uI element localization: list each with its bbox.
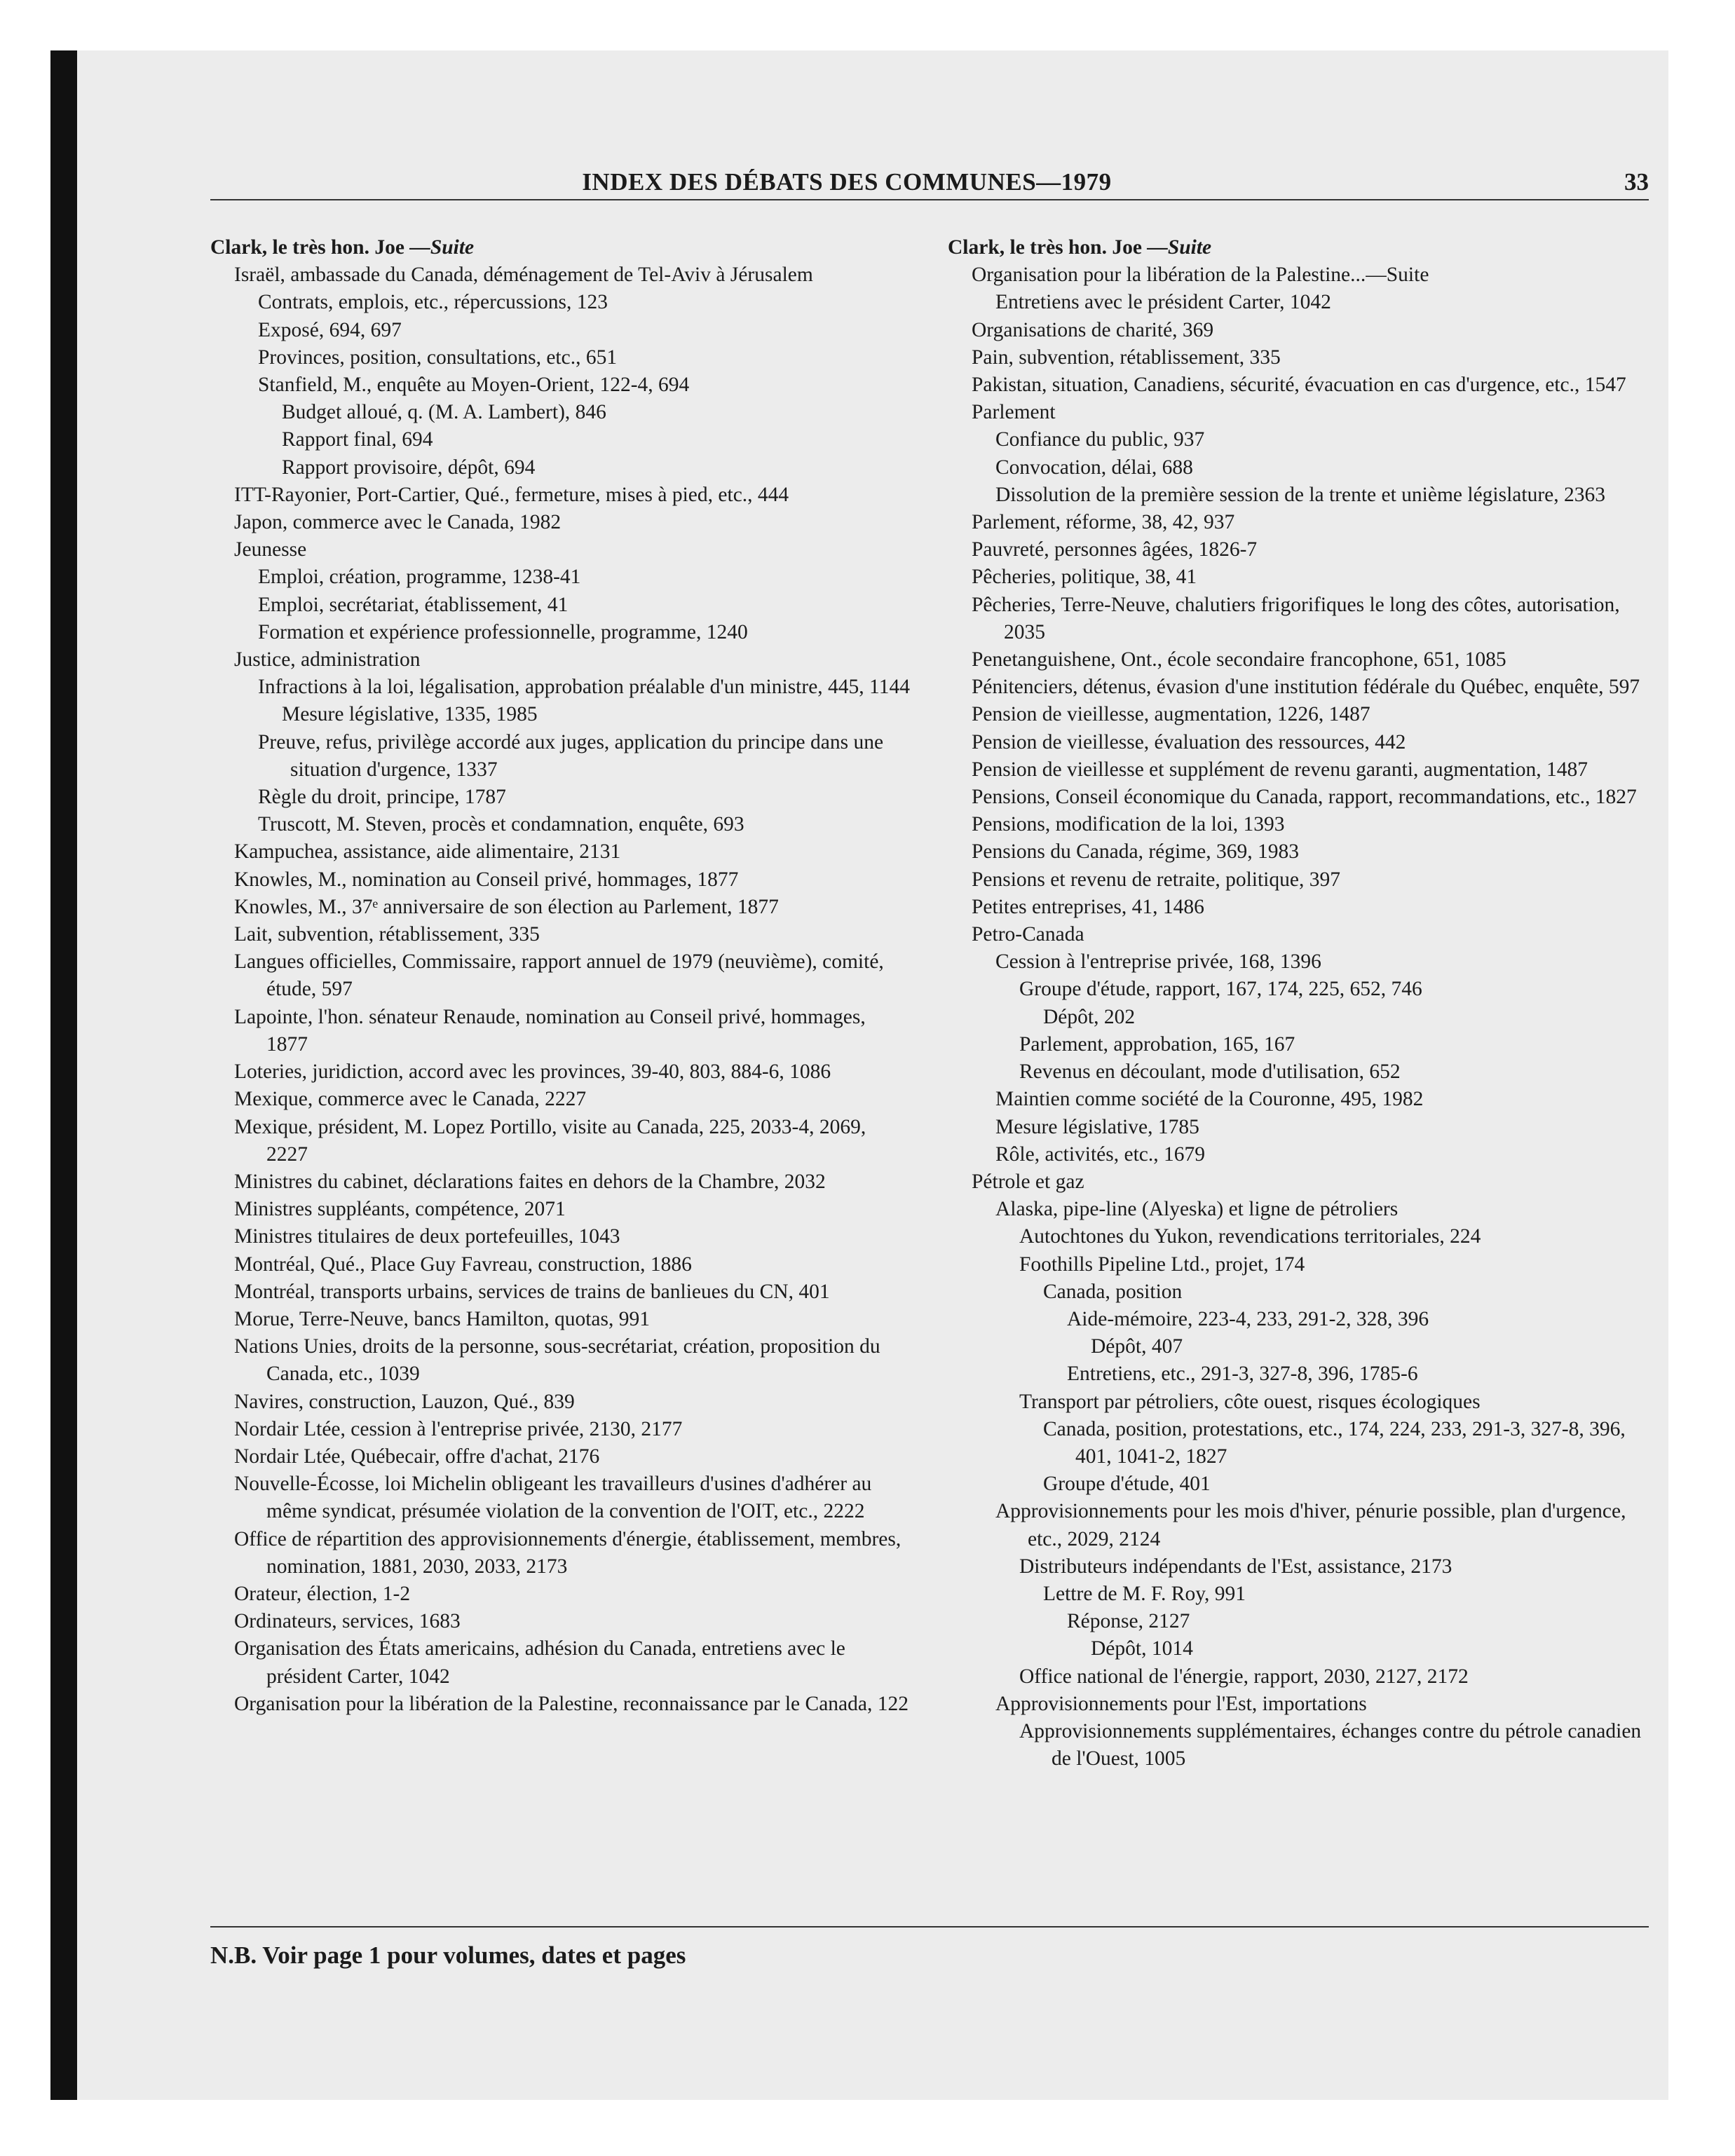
index-entry: Pension de vieillesse et supplément de revenu garanti, augmentation, 1487 bbox=[972, 758, 1588, 781]
index-entry: Justice, administration bbox=[234, 648, 421, 671]
index-entry: Pêcheries, politique, 38, 41 bbox=[972, 566, 1197, 589]
index-entry: Approvisionnements supplémentaires, échanges contre du pétrole canadien de l'Ouest, 1005 bbox=[1019, 1719, 1642, 1770]
index-entry: Lait, subvention, rétablissement, 335 bbox=[234, 923, 540, 946]
index-entry: Petro-Canada bbox=[972, 923, 1084, 946]
index-entry: Loteries, juridiction, accord avec les provinces, 39-40, 803, 884-6, 1086 bbox=[234, 1060, 831, 1084]
index-entry: ITT-Rayonier, Port-Cartier, Qué., fermeture, mises à pied, etc., 444 bbox=[234, 483, 789, 506]
index-entry: Parlement bbox=[972, 401, 1056, 424]
footer-rule bbox=[210, 1926, 1649, 1928]
page-title: INDEX DES DÉBATS DES COMMUNES—1979 bbox=[582, 168, 1112, 196]
index-entry: Mesure législative, 1335, 1985 bbox=[282, 703, 538, 726]
index-entry: Organisation pour la libération de la Palestine...—Suite bbox=[972, 264, 1429, 287]
index-entry: Pauvreté, personnes âgées, 1826-7 bbox=[972, 538, 1258, 561]
index-entry: Cession à l'entreprise privée, 168, 1396 bbox=[995, 950, 1321, 974]
index-entry: Mexique, commerce avec le Canada, 2227 bbox=[234, 1088, 587, 1111]
binding-edge bbox=[50, 50, 77, 2100]
index-entry: Petites entreprises, 41, 1486 bbox=[972, 895, 1204, 918]
index-entry: Nordair Ltée, Québecair, offre d'achat, 2176 bbox=[234, 1445, 600, 1468]
index-entry: Japon, commerce avec le Canada, 1982 bbox=[234, 511, 562, 534]
index-entry: Jeunesse bbox=[234, 538, 307, 561]
index-entry: Dépôt, 1014 bbox=[1091, 1637, 1193, 1660]
footer-note: N.B. Voir page 1 pour volumes, dates et pages bbox=[210, 1942, 686, 1969]
index-entry: Convocation, délai, 688 bbox=[995, 456, 1193, 479]
index-entry: Emploi, secrétariat, établissement, 41 bbox=[258, 593, 569, 616]
continued-name: Clark, le très hon. Joe bbox=[210, 236, 404, 259]
header-rule bbox=[210, 199, 1649, 200]
index-entry: Entretiens avec le président Carter, 1042 bbox=[995, 291, 1331, 314]
index-entry: Confiance du public, 937 bbox=[995, 428, 1205, 451]
index-entry: Approvisionnements pour les mois d'hiver, pénurie possible, plan d'urgence, etc., 2029, 2124 bbox=[995, 1500, 1626, 1550]
index-entry: Dépôt, 202 bbox=[1043, 1005, 1136, 1028]
right-entries bbox=[948, 261, 1649, 1773]
left-entries bbox=[210, 261, 911, 1718]
index-entry: Entretiens, etc., 291-3, 327-8, 396, 1785-6 bbox=[1067, 1363, 1418, 1386]
index-entry: Israël, ambassade du Canada, déménagement de Tel-Aviv à Jérusalem bbox=[234, 264, 813, 287]
index-entry: Pensions et revenu de retraite, politique, 397 bbox=[972, 868, 1340, 891]
index-entry: Revenus en découlant, mode d'utilisation, 652 bbox=[1019, 1060, 1401, 1084]
index-entry: Preuve, refus, privilège accordé aux juges, application du principe dans une situation d'urgence, 1337 bbox=[258, 730, 884, 781]
index-entry: Langues officielles, Commissaire, rapport annuel de 1979 (neuvième), comité, étude, 597 bbox=[234, 950, 884, 1001]
index-entry: Groupe d'étude, rapport, 167, 174, 225, 652, 746 bbox=[1019, 978, 1422, 1001]
index-entry: Exposé, 694, 697 bbox=[258, 318, 402, 341]
index-entry: Organisation pour la libération de la Palestine, reconnaissance par le Canada, 122 bbox=[234, 1692, 909, 1715]
index-entry: Pêcheries, Terre-Neuve, chalutiers frigorifiques le long des côtes, autorisation, 2035 bbox=[972, 593, 1620, 643]
index-entry: Emploi, création, programme, 1238-41 bbox=[258, 566, 581, 589]
index-entry: Ministres suppléants, compétence, 2071 bbox=[234, 1198, 566, 1221]
continued-name: Clark, le très hon. Joe bbox=[948, 236, 1142, 259]
index-entry: Pensions, modification de la loi, 1393 bbox=[972, 813, 1285, 836]
index-entry: Knowles, M., 37ᵉ anniversaire de son élection au Parlement, 1877 bbox=[234, 895, 779, 918]
index-entry: Penetanguishene, Ont., école secondaire francophone, 651, 1085 bbox=[972, 648, 1506, 671]
index-entry: Navires, construction, Lauzon, Qué., 839 bbox=[234, 1390, 575, 1413]
index-entry: Pain, subvention, rétablissement, 335 bbox=[972, 346, 1281, 369]
index-entry: Pensions, Conseil économique du Canada, rapport, recommandations, etc., 1827 bbox=[972, 786, 1637, 809]
index-entry: Parlement, approbation, 165, 167 bbox=[1019, 1032, 1295, 1056]
right-column bbox=[948, 234, 1649, 1773]
index-entry: Transport par pétroliers, côte ouest, risques écologiques bbox=[1019, 1390, 1481, 1413]
index-entry: Montréal, Qué., Place Guy Favreau, construction, 1886 bbox=[234, 1253, 692, 1276]
index-entry: Office de répartition des approvisionnements d'énergie, établissement, membres, nomination, 1881, 2030, 2033, 2173 bbox=[234, 1527, 901, 1578]
index-entry: Lettre de M. F. Roy, 991 bbox=[1043, 1582, 1246, 1605]
index-entry: Orateur, élection, 1-2 bbox=[234, 1582, 411, 1605]
index-entry: Kampuchea, assistance, aide alimentaire, 2131 bbox=[234, 840, 621, 864]
index-entry: Maintien comme société de la Couronne, 495, 1982 bbox=[995, 1088, 1424, 1111]
index-entry: Organisations de charité, 369 bbox=[972, 318, 1214, 341]
index-entry: Nouvelle-Écosse, loi Michelin obligeant les travailleurs d'usines d'adhérer au même syndicat, présumée violation de la convention de l'OIT, etc., 2222 bbox=[234, 1473, 872, 1523]
index-entry: Pétrole et gaz bbox=[972, 1170, 1084, 1193]
index-entry: Infractions à la loi, légalisation, approbation préalable d'un ministre, 445, 1144 bbox=[258, 676, 910, 699]
index-entry: Nordair Ltée, cession à l'entreprise privée, 2130, 2177 bbox=[234, 1417, 683, 1440]
index-entry: Ministres titulaires de deux portefeuilles, 1043 bbox=[234, 1225, 620, 1248]
index-entry: Truscott, M. Steven, procès et condamnation, enquête, 693 bbox=[258, 813, 744, 836]
scanned-page bbox=[50, 50, 1668, 2100]
index-entry: Dépôt, 407 bbox=[1091, 1335, 1183, 1358]
index-page bbox=[210, 50, 1649, 2100]
index-entry: Office national de l'énergie, rapport, 2030, 2127, 2172 bbox=[1019, 1665, 1469, 1688]
index-entry: Autochtones du Yukon, revendications territoriales, 224 bbox=[1019, 1225, 1481, 1248]
index-entry: Rapport final, 694 bbox=[282, 428, 433, 451]
index-entry: Knowles, M., nomination au Conseil privé, hommages, 1877 bbox=[234, 868, 739, 891]
index-entry: Mesure législative, 1785 bbox=[995, 1115, 1199, 1138]
index-entry: Nations Unies, droits de la personne, sous-secrétariat, création, proposition du Canada, etc., 1039 bbox=[234, 1335, 880, 1386]
index-entry: Réponse, 2127 bbox=[1067, 1610, 1190, 1633]
left-column bbox=[210, 234, 911, 1718]
index-entry: Distributeurs indépendants de l'Est, assistance, 2173 bbox=[1019, 1555, 1452, 1578]
index-entry: Pension de vieillesse, augmentation, 1226, 1487 bbox=[972, 703, 1370, 726]
index-entry: Dissolution de la première session de la trente et unième législature, 2363 bbox=[995, 483, 1606, 506]
index-entry: Morue, Terre-Neuve, bancs Hamilton, quotas, 991 bbox=[234, 1307, 650, 1330]
index-entry: Pakistan, situation, Canadiens, sécurité, évacuation en cas d'urgence, etc., 1547 bbox=[972, 374, 1626, 397]
index-entry: Formation et expérience professionnelle, programme, 1240 bbox=[258, 620, 748, 643]
continued-heading bbox=[948, 234, 1649, 261]
index-entry: Approvisionnements pour l'Est, importations bbox=[995, 1692, 1367, 1715]
index-entry: Provinces, position, consultations, etc., 651 bbox=[258, 346, 618, 369]
suite-label: —Suite bbox=[409, 236, 475, 259]
index-entry: Canada, position bbox=[1043, 1280, 1183, 1303]
index-entry: Alaska, pipe-line (Alyeska) et ligne de pétroliers bbox=[995, 1198, 1399, 1221]
index-entry: Mexique, président, M. Lopez Portillo, visite au Canada, 225, 2033-4, 2069, 2227 bbox=[234, 1115, 866, 1166]
index-entry: Montréal, transports urbains, services de trains de banlieues du CN, 401 bbox=[234, 1280, 830, 1303]
index-entry: Organisation des États americains, adhésion du Canada, entretiens avec le président Carter, 1042 bbox=[234, 1637, 845, 1688]
index-entry: Canada, position, protestations, etc., 174, 224, 233, 291-3, 327-8, 396, 401, 1041-2, 1827 bbox=[1043, 1417, 1626, 1468]
index-entry: Règle du droit, principe, 1787 bbox=[258, 786, 506, 809]
continued-heading bbox=[210, 234, 911, 261]
index-entry: Foothills Pipeline Ltd., projet, 174 bbox=[1019, 1253, 1305, 1276]
index-entry: Ministres du cabinet, déclarations faites en dehors de la Chambre, 2032 bbox=[234, 1170, 826, 1193]
index-entry: Budget alloué, q. (M. A. Lambert), 846 bbox=[282, 401, 606, 424]
index-entry: Ordinateurs, services, 1683 bbox=[234, 1610, 461, 1633]
index-entry: Pension de vieillesse, évaluation des ressources, 442 bbox=[972, 730, 1406, 753]
index-entry: Aide-mémoire, 223-4, 233, 291-2, 328, 396 bbox=[1067, 1307, 1429, 1330]
index-entry: Groupe d'étude, 401 bbox=[1043, 1473, 1211, 1496]
index-entry: Rôle, activités, etc., 1679 bbox=[995, 1142, 1206, 1166]
index-entry: Pénitenciers, détenus, évasion d'une institution fédérale du Québec, enquête, 597 bbox=[972, 676, 1640, 699]
index-entry: Parlement, réforme, 38, 42, 937 bbox=[972, 511, 1235, 534]
index-entry: Stanfield, M., enquête au Moyen-Orient, 122-4, 694 bbox=[258, 374, 690, 397]
suite-label: —Suite bbox=[1147, 236, 1212, 259]
index-entry: Contrats, emplois, etc., répercussions, 123 bbox=[258, 291, 608, 314]
index-entry: Lapointe, l'hon. sénateur Renaude, nomination au Conseil privé, hommages, 1877 bbox=[234, 1005, 866, 1056]
index-entry: Rapport provisoire, dépôt, 694 bbox=[282, 456, 536, 479]
index-entry: Pensions du Canada, régime, 369, 1983 bbox=[972, 840, 1300, 864]
page-number: 33 bbox=[1624, 168, 1649, 196]
